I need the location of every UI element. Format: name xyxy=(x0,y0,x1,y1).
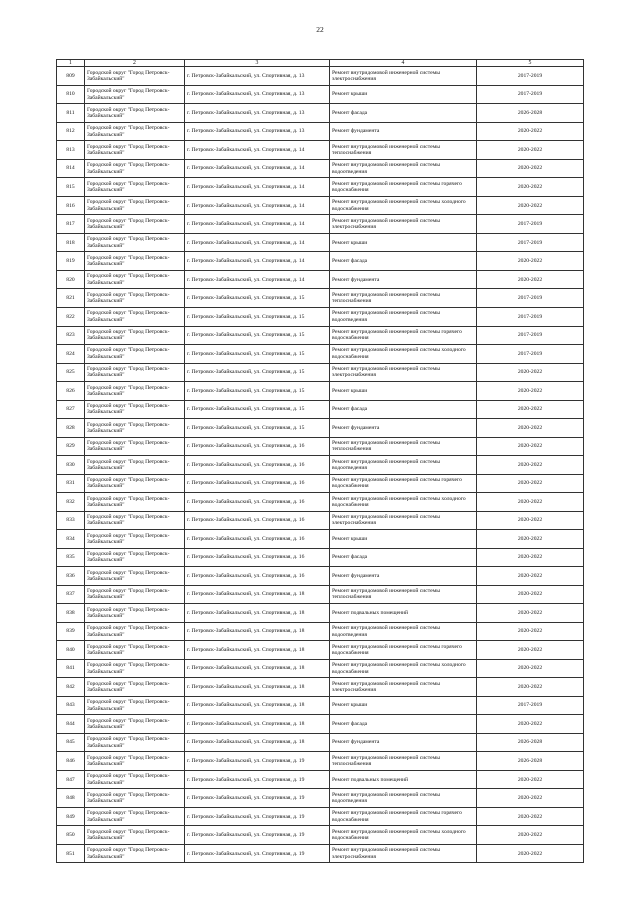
municipality-cell: Городской округ "Город Петровск-Забайкальский" xyxy=(85,604,185,623)
municipality-cell: Городской округ "Город Петровск-Забайкальский" xyxy=(85,548,185,567)
address-cell: г. Петровск-Забайкальский, ул. Спортивная, д. 18 xyxy=(185,715,330,734)
table-row xyxy=(57,715,584,734)
period-cell: 2017-2019 xyxy=(477,67,584,86)
period-cell: 2020-2022 xyxy=(477,493,584,512)
period-cell: 2020-2022 xyxy=(477,604,584,623)
work-type-cell: Ремонт фасада xyxy=(330,252,477,271)
table-row xyxy=(57,437,584,456)
period-cell: 2020-2022 xyxy=(477,141,584,160)
table-row xyxy=(57,493,584,512)
address-cell: г. Петровск-Забайкальский, ул. Спортивная, д. 14 xyxy=(185,215,330,234)
municipality-cell: Городской округ "Город Петровск-Забайкальский" xyxy=(85,789,185,808)
period-cell: 2020-2022 xyxy=(477,456,584,475)
address-cell: г. Петровск-Забайкальский, ул. Спортивная, д. 13 xyxy=(185,104,330,123)
municipality-cell: Городской округ "Город Петровск-Забайкальский" xyxy=(85,382,185,401)
table-row xyxy=(57,270,584,289)
row-number-cell: 832 xyxy=(57,493,85,512)
work-type-cell: Ремонт внутридомовой инженерной системы водоотведения xyxy=(330,456,477,475)
address-cell: г. Петровск-Забайкальский, ул. Спортивная, д. 13 xyxy=(185,67,330,86)
work-type-cell: Ремонт внутридомовой инженерной системы водоотведения xyxy=(330,622,477,641)
row-number-cell: 817 xyxy=(57,215,85,234)
address-cell: г. Петровск-Забайкальский, ул. Спортивная, д. 14 xyxy=(185,252,330,271)
table-row xyxy=(57,363,584,382)
period-cell: 2020-2022 xyxy=(477,382,584,401)
municipality-cell: Городской округ "Город Петровск-Забайкальский" xyxy=(85,826,185,845)
work-type-cell: Ремонт фасада xyxy=(330,548,477,567)
municipality-cell: Городской округ "Город Петровск-Забайкальский" xyxy=(85,752,185,771)
municipality-cell: Городской округ "Город Петровск-Забайкальский" xyxy=(85,178,185,197)
municipality-cell: Городской округ "Город Петровск-Забайкальский" xyxy=(85,289,185,308)
table-row xyxy=(57,622,584,641)
period-cell: 2020-2022 xyxy=(477,548,584,567)
table-row xyxy=(57,85,584,104)
table-row xyxy=(57,844,584,863)
work-type-cell: Ремонт фундамента xyxy=(330,270,477,289)
table-row xyxy=(57,308,584,327)
period-cell: 2020-2022 xyxy=(477,196,584,215)
repair-schedule-table xyxy=(56,59,584,863)
address-cell: г. Петровск-Забайкальский, ул. Спортивная, д. 13 xyxy=(185,85,330,104)
municipality-cell: Городской округ "Город Петровск-Забайкальский" xyxy=(85,196,185,215)
table-row xyxy=(57,326,584,345)
period-cell: 2020-2022 xyxy=(477,585,584,604)
municipality-cell: Городской округ "Город Петровск-Забайкальский" xyxy=(85,215,185,234)
table-row xyxy=(57,233,584,252)
period-cell: 2020-2022 xyxy=(477,270,584,289)
table-row xyxy=(57,548,584,567)
table-row xyxy=(57,178,584,197)
municipality-cell: Городской округ "Город Петровск-Забайкальский" xyxy=(85,715,185,734)
municipality-cell: Городской округ "Город Петровск-Забайкальский" xyxy=(85,511,185,530)
row-number-cell: 837 xyxy=(57,585,85,604)
row-number-cell: 838 xyxy=(57,604,85,623)
row-number-cell: 846 xyxy=(57,752,85,771)
period-cell: 2020-2022 xyxy=(477,511,584,530)
period-cell: 2020-2022 xyxy=(477,530,584,549)
row-number-cell: 826 xyxy=(57,382,85,401)
municipality-cell: Городской округ "Город Петровск-Забайкальский" xyxy=(85,696,185,715)
work-type-cell: Ремонт внутридомовой инженерной системы теплоснабжения xyxy=(330,585,477,604)
municipality-cell: Городской округ "Город Петровск-Забайкальский" xyxy=(85,400,185,419)
work-type-cell: Ремонт внутридомовой инженерной системы электроснабжения xyxy=(330,844,477,863)
municipality-cell: Городской округ "Город Петровск-Забайкальский" xyxy=(85,67,185,86)
work-type-cell: Ремонт крыши xyxy=(330,233,477,252)
row-number-cell: 816 xyxy=(57,196,85,215)
table-row xyxy=(57,67,584,86)
address-cell: г. Петровск-Забайкальский, ул. Спортивная, д. 14 xyxy=(185,178,330,197)
work-type-cell: Ремонт внутридомовой инженерной системы водоотведения xyxy=(330,159,477,178)
period-cell: 2026-2028 xyxy=(477,752,584,771)
row-number-cell: 830 xyxy=(57,456,85,475)
municipality-cell: Городской округ "Город Петровск-Забайкальский" xyxy=(85,159,185,178)
table-row xyxy=(57,196,584,215)
row-number-cell: 811 xyxy=(57,104,85,123)
work-type-cell: Ремонт крыши xyxy=(330,530,477,549)
table-row xyxy=(57,400,584,419)
work-type-cell: Ремонт внутридомовой инженерной системы холодного водоснабжения xyxy=(330,345,477,364)
municipality-cell: Городской округ "Город Петровск-Забайкальский" xyxy=(85,807,185,826)
municipality-cell: Городской округ "Город Петровск-Забайкальский" xyxy=(85,622,185,641)
address-cell: г. Петровск-Забайкальский, ул. Спортивная, д. 15 xyxy=(185,363,330,382)
municipality-cell: Городской округ "Город Петровск-Забайкальский" xyxy=(85,641,185,660)
municipality-cell: Городской округ "Город Петровск-Забайкальский" xyxy=(85,345,185,364)
address-cell: г. Петровск-Забайкальский, ул. Спортивная, д. 16 xyxy=(185,493,330,512)
municipality-cell: Городской округ "Город Петровск-Забайкальский" xyxy=(85,252,185,271)
table-row xyxy=(57,530,584,549)
address-cell: г. Петровск-Забайкальский, ул. Спортивная, д. 15 xyxy=(185,308,330,327)
municipality-cell: Городской округ "Город Петровск-Забайкальский" xyxy=(85,141,185,160)
row-number-cell: 818 xyxy=(57,233,85,252)
table-row xyxy=(57,474,584,493)
table-row xyxy=(57,567,584,586)
period-cell: 2020-2022 xyxy=(477,770,584,789)
address-cell: г. Петровск-Забайкальский, ул. Спортивная, д. 15 xyxy=(185,382,330,401)
address-cell: г. Петровск-Забайкальский, ул. Спортивная, д. 18 xyxy=(185,733,330,752)
period-cell: 2020-2022 xyxy=(477,678,584,697)
table-row xyxy=(57,678,584,697)
address-cell: г. Петровск-Забайкальский, ул. Спортивная, д. 16 xyxy=(185,530,330,549)
table-row xyxy=(57,159,584,178)
period-cell: 2020-2022 xyxy=(477,363,584,382)
address-cell: г. Петровск-Забайкальский, ул. Спортивная, д. 16 xyxy=(185,437,330,456)
row-number-cell: 824 xyxy=(57,345,85,364)
municipality-cell: Городской округ "Город Петровск-Забайкальский" xyxy=(85,456,185,475)
row-number-cell: 835 xyxy=(57,548,85,567)
municipality-cell: Городской округ "Город Петровск-Забайкальский" xyxy=(85,419,185,438)
municipality-cell: Городской округ "Город Петровск-Забайкальский" xyxy=(85,308,185,327)
period-cell: 2020-2022 xyxy=(477,252,584,271)
row-number-cell: 828 xyxy=(57,419,85,438)
address-cell: г. Петровск-Забайкальский, ул. Спортивная, д. 18 xyxy=(185,678,330,697)
period-cell: 2020-2022 xyxy=(477,826,584,845)
table-row xyxy=(57,252,584,271)
table-row xyxy=(57,696,584,715)
address-cell: г. Петровск-Забайкальский, ул. Спортивная, д. 18 xyxy=(185,659,330,678)
work-type-cell: Ремонт внутридомовой инженерной системы горячего водоснабжения xyxy=(330,178,477,197)
address-cell: г. Петровск-Забайкальский, ул. Спортивная, д. 14 xyxy=(185,270,330,289)
period-cell: 2020-2022 xyxy=(477,437,584,456)
row-number-cell: 814 xyxy=(57,159,85,178)
period-cell: 2017-2019 xyxy=(477,696,584,715)
period-cell: 2017-2019 xyxy=(477,215,584,234)
row-number-cell: 849 xyxy=(57,807,85,826)
address-cell: г. Петровск-Забайкальский, ул. Спортивная, д. 16 xyxy=(185,548,330,567)
period-cell: 2020-2022 xyxy=(477,641,584,660)
table-row xyxy=(57,122,584,141)
table-row xyxy=(57,641,584,660)
period-cell: 2020-2022 xyxy=(477,419,584,438)
table-body xyxy=(57,67,584,863)
period-cell: 2017-2019 xyxy=(477,326,584,345)
period-cell: 2017-2019 xyxy=(477,233,584,252)
work-type-cell: Ремонт внутридомовой инженерной системы горячего водоснабжения xyxy=(330,641,477,660)
table-row xyxy=(57,604,584,623)
work-type-cell: Ремонт фундамента xyxy=(330,733,477,752)
work-type-cell: Ремонт внутридомовой инженерной системы горячего водоснабжения xyxy=(330,474,477,493)
address-cell: г. Петровск-Забайкальский, ул. Спортивная, д. 16 xyxy=(185,456,330,475)
work-type-cell: Ремонт крыши xyxy=(330,382,477,401)
address-cell: г. Петровск-Забайкальский, ул. Спортивная, д. 16 xyxy=(185,511,330,530)
work-type-cell: Ремонт крыши xyxy=(330,696,477,715)
row-number-cell: 834 xyxy=(57,530,85,549)
work-type-cell: Ремонт подвальных помещений xyxy=(330,770,477,789)
work-type-cell: Ремонт внутридомовой инженерной системы электроснабжения xyxy=(330,67,477,86)
table-row xyxy=(57,585,584,604)
municipality-cell: Городской округ "Город Петровск-Забайкальский" xyxy=(85,104,185,123)
row-number-cell: 822 xyxy=(57,308,85,327)
row-number-cell: 819 xyxy=(57,252,85,271)
municipality-cell: Городской округ "Город Петровск-Забайкальский" xyxy=(85,270,185,289)
work-type-cell: Ремонт внутридомовой инженерной системы электроснабжения xyxy=(330,511,477,530)
header-col-4: 4 xyxy=(330,60,477,67)
municipality-cell: Городской округ "Город Петровск-Забайкальский" xyxy=(85,437,185,456)
row-number-cell: 810 xyxy=(57,85,85,104)
address-cell: г. Петровск-Забайкальский, ул. Спортивная, д. 15 xyxy=(185,326,330,345)
row-number-cell: 809 xyxy=(57,67,85,86)
municipality-cell: Городской округ "Город Петровск-Забайкальский" xyxy=(85,363,185,382)
table-header xyxy=(57,60,584,67)
table-row xyxy=(57,104,584,123)
municipality-cell: Городской округ "Город Петровск-Забайкальский" xyxy=(85,733,185,752)
work-type-cell: Ремонт крыши xyxy=(330,85,477,104)
work-type-cell: Ремонт внутридомовой инженерной системы водоотведения xyxy=(330,308,477,327)
page-number: 22 xyxy=(316,25,324,34)
municipality-cell: Городской округ "Город Петровск-Забайкальский" xyxy=(85,844,185,863)
address-cell: г. Петровск-Забайкальский, ул. Спортивная, д. 15 xyxy=(185,289,330,308)
table-row xyxy=(57,511,584,530)
row-number-cell: 841 xyxy=(57,659,85,678)
row-number-cell: 847 xyxy=(57,770,85,789)
municipality-cell: Городской округ "Город Петровск-Забайкальский" xyxy=(85,585,185,604)
address-cell: г. Петровск-Забайкальский, ул. Спортивная, д. 13 xyxy=(185,122,330,141)
work-type-cell: Ремонт внутридомовой инженерной системы электроснабжения xyxy=(330,678,477,697)
work-type-cell: Ремонт фасада xyxy=(330,400,477,419)
table-row xyxy=(57,659,584,678)
table-row xyxy=(57,289,584,308)
row-number-cell: 845 xyxy=(57,733,85,752)
address-cell: г. Петровск-Забайкальский, ул. Спортивная, д. 14 xyxy=(185,196,330,215)
work-type-cell: Ремонт внутридомовой инженерной системы холодного водоснабжения xyxy=(330,659,477,678)
table-row xyxy=(57,733,584,752)
municipality-cell: Городской округ "Город Петровск-Забайкальский" xyxy=(85,493,185,512)
row-number-cell: 813 xyxy=(57,141,85,160)
row-number-cell: 829 xyxy=(57,437,85,456)
address-cell: г. Петровск-Забайкальский, ул. Спортивная, д. 15 xyxy=(185,345,330,364)
period-cell: 2020-2022 xyxy=(477,715,584,734)
address-cell: г. Петровск-Забайкальский, ул. Спортивная, д. 14 xyxy=(185,141,330,160)
work-type-cell: Ремонт подвальных помещений xyxy=(330,604,477,623)
period-cell: 2017-2019 xyxy=(477,289,584,308)
period-cell: 2026-2028 xyxy=(477,104,584,123)
municipality-cell: Городской округ "Город Петровск-Забайкальский" xyxy=(85,678,185,697)
period-cell: 2020-2022 xyxy=(477,567,584,586)
row-number-cell: 848 xyxy=(57,789,85,808)
municipality-cell: Городской округ "Город Петровск-Забайкальский" xyxy=(85,770,185,789)
work-type-cell: Ремонт фундамента xyxy=(330,122,477,141)
address-cell: г. Петровск-Забайкальский, ул. Спортивная, д. 16 xyxy=(185,474,330,493)
table-row xyxy=(57,419,584,438)
address-cell: г. Петровск-Забайкальский, ул. Спортивная, д. 19 xyxy=(185,752,330,771)
row-number-cell: 833 xyxy=(57,511,85,530)
work-type-cell: Ремонт внутридомовой инженерной системы теплоснабжения xyxy=(330,289,477,308)
header-col-5: 5 xyxy=(477,60,584,67)
address-cell: г. Петровск-Забайкальский, ул. Спортивная, д. 15 xyxy=(185,400,330,419)
municipality-cell: Городской округ "Город Петровск-Забайкальский" xyxy=(85,659,185,678)
address-cell: г. Петровск-Забайкальский, ул. Спортивная, д. 19 xyxy=(185,789,330,808)
period-cell: 2020-2022 xyxy=(477,844,584,863)
table-row xyxy=(57,141,584,160)
address-cell: г. Петровск-Забайкальский, ул. Спортивная, д. 19 xyxy=(185,826,330,845)
row-number-cell: 831 xyxy=(57,474,85,493)
header-row xyxy=(57,60,584,67)
work-type-cell: Ремонт внутридомовой инженерной системы теплоснабжения xyxy=(330,752,477,771)
period-cell: 2020-2022 xyxy=(477,659,584,678)
period-cell: 2026-2028 xyxy=(477,733,584,752)
work-type-cell: Ремонт внутридомовой инженерной системы теплоснабжения xyxy=(330,437,477,456)
row-number-cell: 820 xyxy=(57,270,85,289)
header-col-1: 1 xyxy=(57,60,85,67)
work-type-cell: Ремонт внутридомовой инженерной системы электроснабжения xyxy=(330,363,477,382)
row-number-cell: 850 xyxy=(57,826,85,845)
municipality-cell: Городской округ "Город Петровск-Забайкальский" xyxy=(85,474,185,493)
period-cell: 2020-2022 xyxy=(477,178,584,197)
row-number-cell: 844 xyxy=(57,715,85,734)
row-number-cell: 842 xyxy=(57,678,85,697)
table-row xyxy=(57,215,584,234)
period-cell: 2020-2022 xyxy=(477,807,584,826)
period-cell: 2020-2022 xyxy=(477,789,584,808)
table-row xyxy=(57,345,584,364)
address-cell: г. Петровск-Забайкальский, ул. Спортивная, д. 19 xyxy=(185,807,330,826)
address-cell: г. Петровск-Забайкальский, ул. Спортивная, д. 15 xyxy=(185,419,330,438)
work-type-cell: Ремонт фундамента xyxy=(330,419,477,438)
row-number-cell: 827 xyxy=(57,400,85,419)
header-col-3: 3 xyxy=(185,60,330,67)
period-cell: 2020-2022 xyxy=(477,159,584,178)
header-col-2: 2 xyxy=(85,60,185,67)
municipality-cell: Городской округ "Город Петровск-Забайкальский" xyxy=(85,122,185,141)
work-type-cell: Ремонт фасада xyxy=(330,715,477,734)
work-type-cell: Ремонт внутридомовой инженерной системы теплоснабжения xyxy=(330,141,477,160)
municipality-cell: Городской округ "Город Петровск-Забайкальский" xyxy=(85,530,185,549)
work-type-cell: Ремонт фундамента xyxy=(330,567,477,586)
address-cell: г. Петровск-Забайкальский, ул. Спортивная, д. 19 xyxy=(185,770,330,789)
table-row xyxy=(57,789,584,808)
work-type-cell: Ремонт внутридомовой инженерной системы электроснабжения xyxy=(330,215,477,234)
period-cell: 2017-2019 xyxy=(477,308,584,327)
work-type-cell: Ремонт внутридомовой инженерной системы водоотведения xyxy=(330,789,477,808)
work-type-cell: Ремонт внутридомовой инженерной системы холодного водоснабжения xyxy=(330,493,477,512)
period-cell: 2017-2019 xyxy=(477,85,584,104)
municipality-cell: Городской округ "Город Петровск-Забайкальский" xyxy=(85,567,185,586)
period-cell: 2020-2022 xyxy=(477,474,584,493)
address-cell: г. Петровск-Забайкальский, ул. Спортивная, д. 16 xyxy=(185,567,330,586)
address-cell: г. Петровск-Забайкальский, ул. Спортивная, д. 14 xyxy=(185,159,330,178)
row-number-cell: 836 xyxy=(57,567,85,586)
table-row xyxy=(57,382,584,401)
address-cell: г. Петровск-Забайкальский, ул. Спортивная, д. 19 xyxy=(185,844,330,863)
work-type-cell: Ремонт внутридомовой инженерной системы холодного водоснабжения xyxy=(330,196,477,215)
row-number-cell: 823 xyxy=(57,326,85,345)
row-number-cell: 839 xyxy=(57,622,85,641)
address-cell: г. Петровск-Забайкальский, ул. Спортивная, д. 18 xyxy=(185,622,330,641)
row-number-cell: 851 xyxy=(57,844,85,863)
period-cell: 2017-2019 xyxy=(477,345,584,364)
row-number-cell: 840 xyxy=(57,641,85,660)
table-row xyxy=(57,770,584,789)
address-cell: г. Петровск-Забайкальский, ул. Спортивная, д. 18 xyxy=(185,641,330,660)
work-type-cell: Ремонт внутридомовой инженерной системы горячего водоснабжения xyxy=(330,807,477,826)
period-cell: 2020-2022 xyxy=(477,622,584,641)
address-cell: г. Петровск-Забайкальский, ул. Спортивная, д. 18 xyxy=(185,585,330,604)
address-cell: г. Петровск-Забайкальский, ул. Спортивная, д. 18 xyxy=(185,604,330,623)
row-number-cell: 812 xyxy=(57,122,85,141)
address-cell: г. Петровск-Забайкальский, ул. Спортивная, д. 14 xyxy=(185,233,330,252)
row-number-cell: 843 xyxy=(57,696,85,715)
municipality-cell: Городской округ "Город Петровск-Забайкальский" xyxy=(85,85,185,104)
table-row xyxy=(57,807,584,826)
work-type-cell: Ремонт внутридомовой инженерной системы холодного водоснабжения xyxy=(330,826,477,845)
row-number-cell: 821 xyxy=(57,289,85,308)
table-row xyxy=(57,826,584,845)
row-number-cell: 815 xyxy=(57,178,85,197)
work-type-cell: Ремонт фасада xyxy=(330,104,477,123)
table-row xyxy=(57,456,584,475)
work-type-cell: Ремонт внутридомовой инженерной системы горячего водоснабжения xyxy=(330,326,477,345)
address-cell: г. Петровск-Забайкальский, ул. Спортивная, д. 18 xyxy=(185,696,330,715)
row-number-cell: 825 xyxy=(57,363,85,382)
municipality-cell: Городской округ "Город Петровск-Забайкальский" xyxy=(85,326,185,345)
period-cell: 2020-2022 xyxy=(477,122,584,141)
table-row xyxy=(57,752,584,771)
period-cell: 2020-2022 xyxy=(477,400,584,419)
municipality-cell: Городской округ "Город Петровск-Забайкальский" xyxy=(85,233,185,252)
